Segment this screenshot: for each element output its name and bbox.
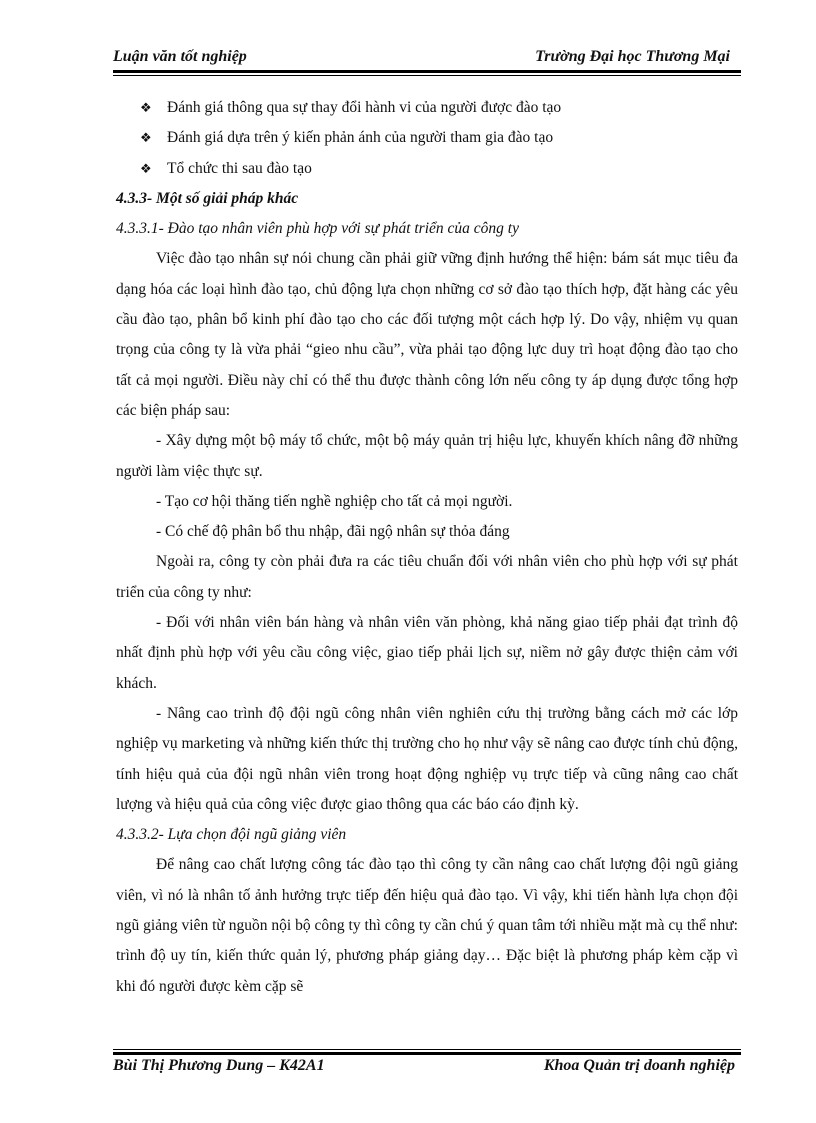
bullet-item — [116, 93, 738, 123]
header-university-label: Trường Đại học Thương Mại — [535, 48, 730, 65]
measure-item: - Tạo cơ hội thăng tiến nghề nghiệp cho tất cả mọi người. — [156, 492, 513, 510]
page-header — [113, 48, 738, 70]
section-heading-4-3-3: 4.3.3- Một số giải pháp khác — [116, 189, 299, 207]
bullet-text: Đánh giá dựa trên ý kiến phản ánh của người tham gia đào tạo — [167, 129, 554, 147]
footer-rule-thin — [113, 1049, 741, 1050]
bullet-item — [116, 123, 738, 153]
page-body — [116, 93, 738, 1002]
page-footer — [113, 1057, 741, 1079]
header-rule-thin — [113, 75, 741, 76]
paragraph-training-direction: Việc đào tạo nhân sự nói chung cần phải giữ vững định hướng thể hiện: bám sát mục tiêu đa dạng hóa các loại hình đào tạo, chủ động lựa chọn những cơ sở đào tạo thích hợp, đặt hàng các yêu cầu đào tạo, phân bổ kinh phí đào tạo cho các đối tượng một cách hợp lý. Do vậy, nhiệm vụ quan trọng của công ty là vừa phải “gieo nhu cầu”, vừa phải tạo động lực duy trì hoạt động đào tạo cho tất cả mọi người. Điều này chỉ có thể thu được thành công lớn nếu công ty áp dụng được tổng hợp các biện pháp sau: — [116, 250, 738, 419]
section-heading-4-3-3-2: 4.3.3.2- Lựa chọn đội ngũ giảng viên — [116, 826, 347, 844]
footer-faculty-label: Khoa Quản trị doanh nghiệp — [543, 1057, 735, 1074]
standard-item: - Đối với nhân viên bán hàng và nhân viên văn phòng, khả năng giao tiếp phải đạt trình độ nhất định phù hợp với yêu cầu công việc, giao tiếp phải lịch sự, niềm nở gây được thiện cảm với khách. — [116, 614, 738, 692]
measure-item: - Có chế độ phân bổ thu nhập, đãi ngộ nhân sự thỏa đáng — [156, 523, 510, 541]
paragraph-lecturer-selection: Để nâng cao chất lượng công tác đào tạo thì công ty cần nâng cao chất lượng đội ngũ giảng viên, vì nó là nhân tố ảnh hưởng trực tiếp đến hiệu quả đào tạo. Vì vậy, khi tiến hành lựa chọn đội ngũ giảng viên từ nguồn nội bộ công ty thì công ty cần chú ý quan tâm tới nhiều mặt mà cụ thể như: trình độ uy tín, kiến thức quản lý, phương pháp giảng dạy… Đặc biệt là phương pháp kèm cặp vì khi đó người được kèm cặp sẽ — [116, 856, 738, 995]
footer-rule-thick — [113, 1052, 741, 1055]
header-thesis-label: Luận văn tốt nghiệp — [113, 48, 247, 65]
diamond-bullet-icon: ❖ — [140, 100, 152, 115]
paragraph-staff-standards: Ngoài ra, công ty còn phải đưa ra các tiêu chuẩn đối với nhân viên cho phù hợp với sự phát triển của công ty như: — [116, 553, 738, 601]
bullet-item — [116, 154, 738, 184]
diamond-bullet-icon: ❖ — [140, 160, 152, 176]
measure-item: - Xây dựng một bộ máy tổ chức, một bộ máy quản trị hiệu lực, khuyến khích nâng đỡ những người làm việc thực sự. — [116, 432, 738, 480]
header-rule-thick — [113, 70, 741, 73]
footer-author-label: Bùi Thị Phương Dung – K42A1 — [113, 1057, 325, 1074]
standard-item: - Nâng cao trình độ đội ngũ công nhân viên nghiên cứu thị trường bằng cách mở các lớp nghiệp vụ marketing và những kiến thức thị trường cho họ như vậy sẽ nâng cao được tính chủ động, tính hiệu quả của đội ngũ nhân viên trong hoạt động nghiệp vụ trực tiếp và cũng nâng cao chất lượng và hiệu quả của công việc được giao thông qua các báo cáo định kỳ. — [116, 704, 738, 813]
section-heading-4-3-3-1: 4.3.3.1- Đào tạo nhân viên phù hợp với sự phát triển của công ty — [116, 220, 519, 238]
bullet-text: Đánh giá thông qua sự thay đổi hành vi của người được đào tạo — [167, 99, 562, 116]
bullet-text: Tổ chức thi sau đào tạo — [167, 159, 312, 177]
diamond-bullet-icon: ❖ — [140, 130, 152, 146]
